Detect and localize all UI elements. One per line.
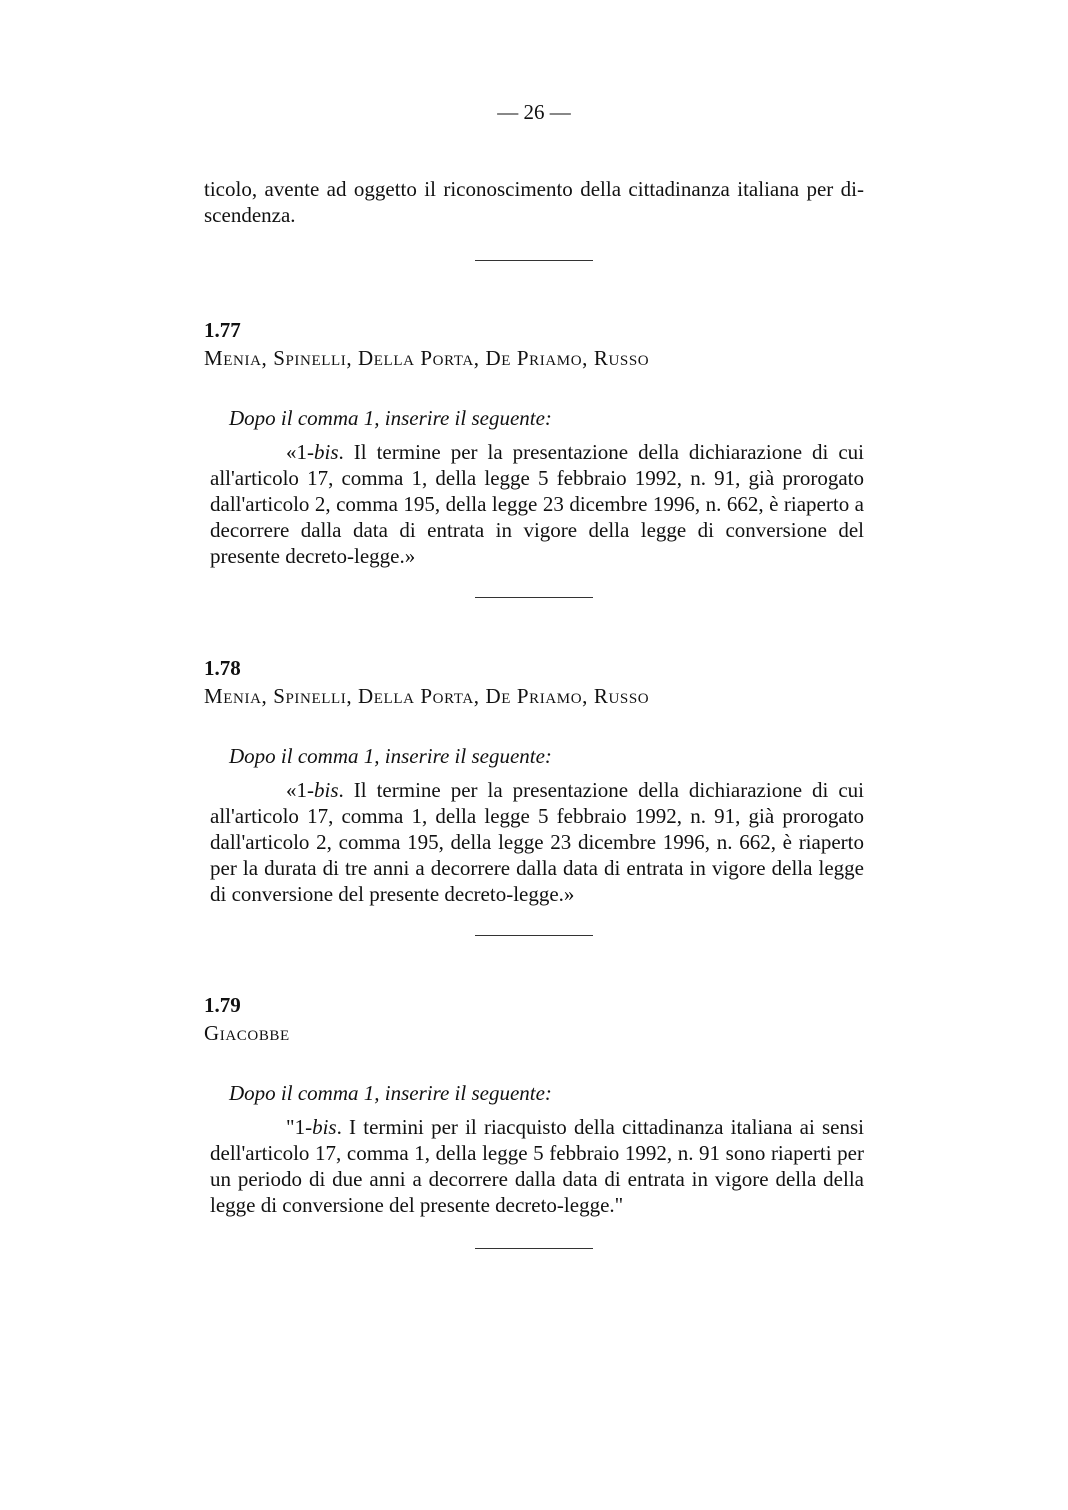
bis-label: bis	[312, 1115, 337, 1139]
separator-line	[475, 260, 593, 261]
amendment-number: 1.79	[204, 993, 241, 1017]
amendment-body: . I termini per il riacquisto della cittadinanza italiana ai sensi dell'articolo 17, comma 1, della legge 5 febbraio 1992, n. 91 sono riaperti per un periodo di due anni a decorrere dalla data di entrata in vigore della della legge di conversione del presente decreto-legge."	[210, 1115, 864, 1217]
amendment-1-77	[204, 317, 864, 569]
continuation-line: ticolo, avente ad oggetto il riconoscimento della cittadinanza italiana per di-	[204, 177, 864, 201]
separator-line	[475, 935, 593, 936]
amendment-authors: Menia, Spinelli, Della Porta, De Priamo, Russo	[204, 684, 650, 708]
separator-line	[475, 597, 593, 598]
amendment-body: . Il termine per la presentazione della dichiarazione di cui all'articolo 17, comma 1, della legge 5 febbraio 1992, n. 91, già prorogato dall'articolo 2, comma 195, della legge 23 dicembre 1996, n. 662, è riaperto a decorrere dalla data di entrata in vigore della legge di conversione del presente decreto-legge.»	[210, 440, 864, 568]
quote-open: "1-	[286, 1115, 313, 1139]
quote-open: «1-	[286, 440, 314, 464]
page-number: — 26 —	[497, 100, 571, 124]
amendment-1-78	[204, 655, 864, 907]
amendment-instruction: Dopo il comma 1, inserire il seguente:	[229, 406, 552, 430]
amendment-text	[210, 439, 864, 569]
amendment-number: 1.78	[204, 656, 241, 680]
amendment-1-79	[204, 992, 864, 1218]
quote-open: «1-	[286, 778, 314, 802]
amendment-authors: Menia, Spinelli, Della Porta, De Priamo, Russo	[204, 346, 650, 370]
amendment-instruction: Dopo il comma 1, inserire il seguente:	[229, 1081, 552, 1105]
amendment-number: 1.77	[204, 318, 241, 342]
amendment-body: . Il termine per la presentazione della dichiarazione di cui all'articolo 17, comma 1, della legge 5 febbraio 1992, n. 91, già prorogato dall'articolo 2, comma 195, della legge 23 dicembre 1996, n. 662, è riaperto per la durata di tre anni a decorrere dalla data di entrata in vigore della legge di conversione del presente decreto-legge.»	[210, 778, 864, 906]
amendment-authors: Giacobbe	[204, 1021, 290, 1045]
continuation-line: scendenza.	[204, 203, 296, 227]
separator-line	[475, 1248, 593, 1249]
bis-label: bis	[314, 778, 339, 802]
bis-label: bis	[314, 440, 339, 464]
amendment-instruction: Dopo il comma 1, inserire il seguente:	[229, 744, 552, 768]
amendment-text	[210, 1114, 864, 1218]
continuation-paragraph	[204, 176, 864, 228]
amendment-text	[210, 777, 864, 907]
